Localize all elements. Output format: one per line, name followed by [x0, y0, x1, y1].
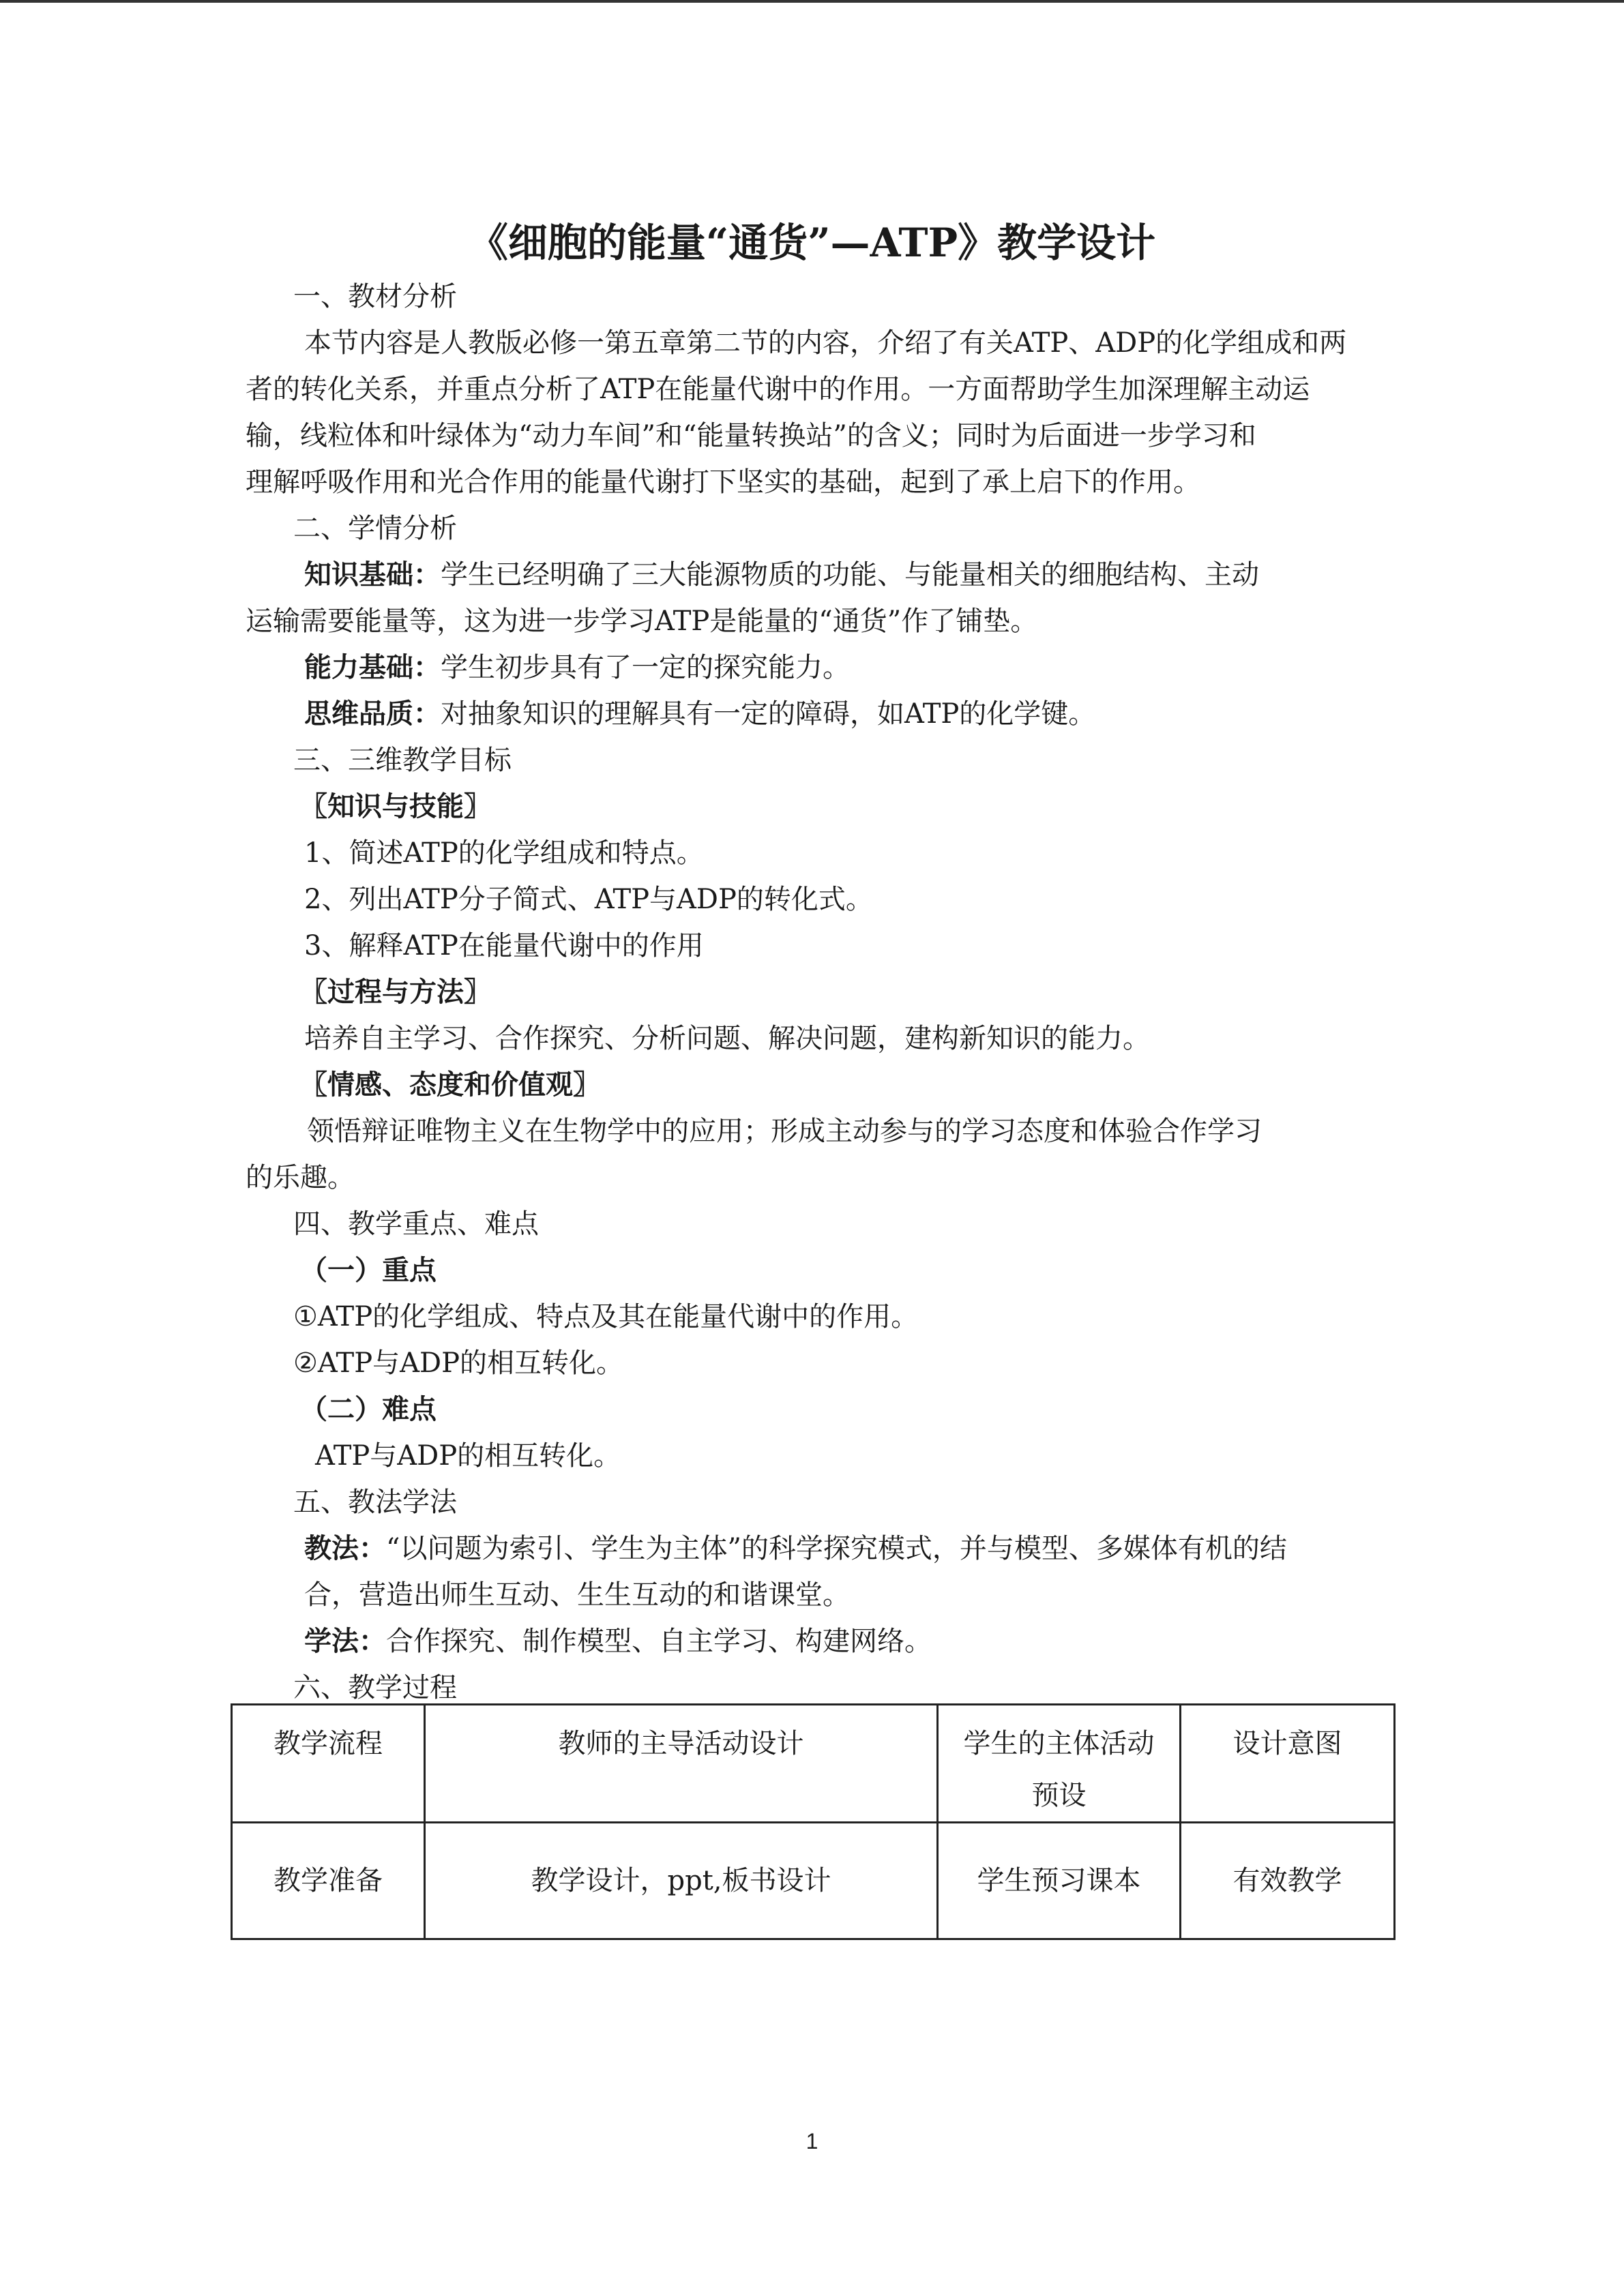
section-6-heading: 六、教学过程 — [293, 1672, 457, 1703]
section-1-paragraph-line: 输，线粒体和叶绿体为“动力车间”和“能量转换站”的含义；同时为后面进一步学习和 — [246, 420, 1256, 451]
knowledge-basis-line: 知识基础：学生已经明确了三大能源物质的功能、与能量相关的细胞结构、主动 — [304, 558, 1259, 591]
learning-method-label: 学法： — [304, 1625, 386, 1657]
section-1-heading: 一、教材分析 — [293, 281, 457, 312]
section-1-paragraph-line: 理解呼吸作用和光合作用的能量代谢打下坚实的基础，起到了承上启下的作用。 — [246, 466, 1200, 498]
learning-method-line: 学法：合作探究、制作模型、自主学习、构建网络。 — [304, 1625, 932, 1657]
section-3-heading: 三、三维教学目标 — [293, 745, 512, 776]
goal-knowledge-skill-heading: 〖知识与技能〗 — [300, 790, 491, 822]
teaching-process-table — [231, 1703, 1396, 1940]
table-header-cell: 教师的主导活动设计 — [425, 1705, 938, 1823]
table-cell: 教学准备 — [232, 1823, 425, 1939]
table-row — [232, 1823, 1395, 1939]
teaching-method-line: 教法：“以问题为索引、学生为主体”的科学探究模式，并与模型、多媒体有机的结 — [304, 1532, 1287, 1564]
section-5-heading: 五、教法学法 — [293, 1487, 457, 1518]
goal-item: 3、解释ATP在能量代谢中的作用 — [304, 930, 704, 961]
section-1-paragraph-line: 者的转化关系，并重点分析了ATP在能量代谢中的作用。一方面帮助学生加深理解主动运 — [246, 374, 1310, 405]
page-number: 1 — [806, 2129, 818, 2153]
table-header-cell: 设计意图 — [1181, 1705, 1395, 1823]
document-title: 《细胞的能量“通货”—ATP》教学设计 — [468, 220, 1156, 266]
key-points-heading: （一）重点 — [300, 1254, 437, 1286]
section-2-heading: 二、学情分析 — [293, 513, 457, 544]
difficult-points-heading: （二）难点 — [300, 1393, 437, 1425]
key-point-item: ②ATP与ADP的相互转化。 — [293, 1347, 624, 1379]
table-header-row — [232, 1705, 1395, 1823]
section-4-heading: 四、教学重点、难点 — [293, 1208, 539, 1240]
table-header-cell: 教学流程 — [232, 1705, 425, 1823]
goal-item: 2、列出ATP分子简式、ATP与ADP的转化式。 — [304, 884, 873, 915]
goal-emotion-values-text: 的乐趣。 — [246, 1162, 355, 1193]
thinking-quality-line: 思维品质：对抽象知识的理解具有一定的障碍，如ATP的化学键。 — [304, 698, 1096, 730]
goal-process-method-text: 培养自主学习、合作探究、分析问题、解决问题，建构新知识的能力。 — [304, 1023, 1150, 1054]
difficult-point-item: ATP与ADP的相互转化。 — [315, 1440, 621, 1472]
knowledge-basis-label: 知识基础： — [304, 558, 441, 591]
teaching-method-line: 合，营造出师生互动、生生互动的和谐课堂。 — [304, 1579, 850, 1611]
goal-emotion-values-text: 领悟辩证唯物主义在生物学中的应用；形成主动参与的学习态度和体验合作学习 — [307, 1116, 1262, 1147]
goal-item: 1、简述ATP的化学组成和特点。 — [304, 837, 704, 869]
table-header-cell: 学生的主体活动 预设 — [938, 1705, 1181, 1823]
goal-process-method-heading: 〖过程与方法〗 — [300, 976, 491, 1008]
knowledge-basis-line: 运输需要能量等，这为进一步学习ATP是能量的“通货”作了铺垫。 — [246, 606, 1038, 637]
key-point-item: ①ATP的化学组成、特点及其在能量代谢中的作用。 — [293, 1301, 919, 1332]
page-top-border — [0, 0, 1624, 3]
table-cell: 有效教学 — [1181, 1823, 1395, 1939]
table-cell: 教学设计，ppt,板书设计 — [425, 1823, 938, 1939]
teaching-method-label: 教法： — [304, 1532, 386, 1564]
ability-basis-line: 能力基础：学生初步具有了一定的探究能力。 — [304, 651, 850, 683]
ability-basis-label: 能力基础： — [304, 651, 441, 683]
table-cell: 学生预习课本 — [938, 1823, 1181, 1939]
section-1-paragraph-line: 本节内容是人教版必修一第五章第二节的内容，介绍了有关ATP、ADP的化学组成和两 — [304, 327, 1347, 359]
goal-emotion-values-heading: 〖情感、态度和价值观〗 — [300, 1069, 600, 1101]
thinking-quality-label: 思维品质： — [304, 698, 441, 730]
